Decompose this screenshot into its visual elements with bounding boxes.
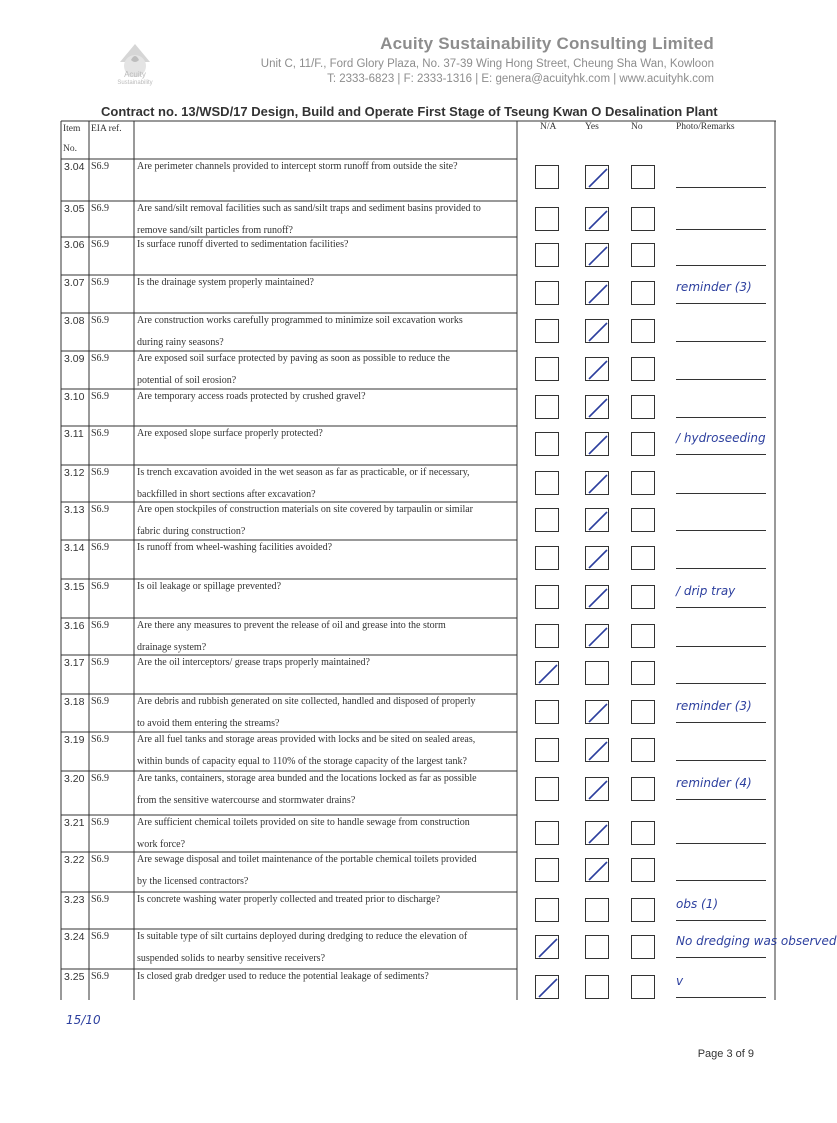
question-line-2: remove sand/silt particles from runoff?	[137, 225, 293, 236]
company-logo	[100, 30, 170, 100]
question-line-1: Are sand/silt removal facilities such as sand/silt traps and sediment basins provided to	[137, 203, 481, 214]
handwritten-remark: / hydroseeding	[676, 431, 766, 445]
header-no-col: No	[631, 122, 643, 132]
checkbox-na[interactable]	[535, 508, 559, 532]
item-number: 3.06	[64, 239, 85, 251]
eia-reference: S6.9	[91, 353, 110, 364]
checkbox-na[interactable]	[535, 821, 559, 845]
item-number: 3.12	[64, 467, 85, 479]
eia-reference: S6.9	[91, 277, 110, 288]
question-line-2: drainage system?	[137, 642, 207, 653]
item-number: 3.24	[64, 931, 85, 943]
item-number: 3.15	[64, 581, 85, 593]
question-line-2: suspended solids to nearby sensitive receivers?	[137, 953, 326, 964]
checkbox-na[interactable]	[535, 357, 559, 381]
checkbox-yes[interactable]	[585, 858, 609, 882]
eia-reference: S6.9	[91, 581, 110, 592]
question-line-1: Are construction works carefully programmed to minimize soil excavation works	[137, 315, 463, 326]
question-line-1: Is suitable type of silt curtains deployed during dredging to reduce the elevation of	[137, 931, 468, 942]
remark-underline	[676, 607, 766, 608]
question-line-1: Is the drainage system properly maintained?	[137, 277, 314, 288]
checkbox-no[interactable]	[631, 585, 655, 609]
remark-underline	[676, 530, 766, 531]
item-number: 3.22	[64, 854, 85, 866]
remark-underline	[676, 417, 766, 418]
checkbox-no[interactable]	[631, 508, 655, 532]
remark-underline	[676, 997, 766, 998]
question-line-1: Are debris and rubbish generated on site collected, handled and disposed of properly	[137, 696, 476, 707]
remark-underline	[676, 843, 766, 844]
handwritten-remark: No dredging was observed	[676, 934, 837, 948]
page-number: Page 3 of 9	[697, 1048, 754, 1060]
question-line-1: Is surface runoff diverted to sedimentation facilities?	[137, 239, 349, 250]
eia-reference: S6.9	[91, 467, 110, 478]
checkbox-yes[interactable]	[585, 661, 609, 685]
item-number: 3.16	[64, 620, 85, 632]
handwritten-remark: / drip tray	[676, 584, 736, 598]
item-number: 3.20	[64, 773, 85, 785]
checkbox-na[interactable]	[535, 165, 559, 189]
eia-reference: S6.9	[91, 315, 110, 326]
checkbox-yes[interactable]	[585, 935, 609, 959]
company-address: Unit C, 11/F., Ford Glory Plaza, No. 37-39 Wing Hong Street, Cheung Sha Wan, Kowloon T: 2333-6823 | F: 2333-1316 | E: genera@acuityhk.com | www.acuityhk.com	[260, 58, 714, 85]
question-line-2: to avoid them entering the streams?	[137, 718, 280, 729]
checkbox-yes[interactable]	[585, 357, 609, 381]
checkbox-yes[interactable]	[585, 319, 609, 343]
checkbox-no[interactable]	[631, 661, 655, 685]
item-number: 3.25	[64, 971, 85, 983]
checkbox-no[interactable]	[631, 935, 655, 959]
question-line-2: during rainy seasons?	[137, 337, 224, 348]
checkbox-yes[interactable]	[585, 777, 609, 801]
item-number: 3.19	[64, 734, 85, 746]
checkbox-na[interactable]	[535, 624, 559, 648]
item-number: 3.13	[64, 504, 85, 516]
checkbox-yes[interactable]	[585, 508, 609, 532]
header-no: No.	[63, 144, 77, 154]
checkbox-yes[interactable]	[585, 546, 609, 570]
question-line-2: by the licensed contractors?	[137, 876, 249, 887]
item-number: 3.17	[64, 657, 85, 669]
eia-reference: S6.9	[91, 504, 110, 515]
checkbox-na[interactable]	[535, 546, 559, 570]
remark-underline	[676, 303, 766, 304]
checkbox-no[interactable]	[631, 319, 655, 343]
checkbox-yes[interactable]	[585, 471, 609, 495]
question-line-1: Are all fuel tanks and storage areas provided with locks and be sited on sealed areas,	[137, 734, 476, 745]
item-number: 3.08	[64, 315, 85, 327]
checkbox-no[interactable]	[631, 777, 655, 801]
handwritten-footnote: 15/10	[66, 1013, 101, 1027]
checkbox-no[interactable]	[631, 898, 655, 922]
checkbox-na[interactable]	[535, 585, 559, 609]
question-line-1: Are open stockpiles of construction materials on site covered by tarpaulin or similar	[137, 504, 474, 515]
remark-underline	[676, 229, 766, 230]
item-number: 3.11	[64, 428, 84, 440]
checkbox-na[interactable]	[535, 207, 559, 231]
remark-underline	[676, 379, 766, 380]
checkbox-na[interactable]	[535, 243, 559, 267]
eia-reference: S6.9	[91, 894, 110, 905]
checkbox-no[interactable]	[631, 624, 655, 648]
checkbox-yes[interactable]	[585, 165, 609, 189]
checkbox-yes[interactable]	[585, 700, 609, 724]
remark-underline	[676, 760, 766, 761]
checkbox-no[interactable]	[631, 546, 655, 570]
remark-underline	[676, 683, 766, 684]
item-number: 3.07	[64, 277, 85, 289]
checkbox-yes[interactable]	[585, 738, 609, 762]
checkbox-yes[interactable]	[585, 281, 609, 305]
handwritten-remark: reminder (4)	[676, 776, 752, 790]
remark-underline	[676, 957, 766, 958]
checkbox-na[interactable]	[535, 432, 559, 456]
checkbox-na[interactable]	[535, 471, 559, 495]
question-line-1: Are sewage disposal and toilet maintenance of the portable chemical toilets provided	[137, 854, 477, 865]
checkbox-na[interactable]	[535, 319, 559, 343]
remark-underline	[676, 646, 766, 647]
header-eia-ref: EIA ref.	[91, 124, 122, 134]
question-line-1: Are the oil interceptors/ grease traps properly maintained?	[137, 657, 370, 668]
header-na: N/A	[540, 122, 557, 132]
question-line-1: Is concrete washing water properly collected and treated prior to discharge?	[137, 894, 441, 905]
eia-reference: S6.9	[91, 931, 110, 942]
company-name: Acuity Sustainability Consulting Limited	[380, 34, 714, 53]
question-line-2: from the sensitive watercourse and stormwater drains?	[137, 795, 356, 806]
eia-reference: S6.9	[91, 696, 110, 707]
remark-underline	[676, 454, 766, 455]
question-line-1: Is oil leakage or spillage prevented?	[137, 581, 282, 592]
checkbox-no[interactable]	[631, 243, 655, 267]
checkbox-yes[interactable]	[585, 624, 609, 648]
handwritten-remark: reminder (3)	[676, 280, 752, 294]
checkbox-na[interactable]	[535, 858, 559, 882]
remark-underline	[676, 722, 766, 723]
question-line-2: within bunds of capacity equal to 110% of the storage capacity of the largest tank?	[137, 756, 467, 767]
checkbox-na[interactable]	[535, 777, 559, 801]
checkbox-yes[interactable]	[585, 243, 609, 267]
checkbox-yes[interactable]	[585, 821, 609, 845]
checkbox-yes[interactable]	[585, 207, 609, 231]
eia-reference: S6.9	[91, 971, 110, 982]
eia-reference: S6.9	[91, 854, 110, 865]
checkbox-no[interactable]	[631, 858, 655, 882]
question-line-2: potential of soil erosion?	[137, 375, 237, 386]
remark-underline	[676, 493, 766, 494]
eia-reference: S6.9	[91, 161, 110, 172]
question-line-1: Are temporary access roads protected by crushed gravel?	[137, 391, 366, 402]
checkbox-no[interactable]	[631, 432, 655, 456]
eia-reference: S6.9	[91, 773, 110, 784]
eia-reference: S6.9	[91, 542, 110, 553]
item-number: 3.09	[64, 353, 85, 365]
remark-underline	[676, 265, 766, 266]
checkbox-yes[interactable]	[585, 975, 609, 999]
checkbox-na[interactable]	[535, 738, 559, 762]
question-line-1: Is closed grab dredger used to reduce the potential leakage of sediments?	[137, 971, 429, 982]
checkbox-yes[interactable]	[585, 585, 609, 609]
question-line-1: Are perimeter channels provided to intercept storm runoff from outside the site?	[137, 161, 458, 172]
header-item: Item	[63, 124, 81, 134]
item-number: 3.23	[64, 894, 85, 906]
question-line-2: backfilled in short sections after excavation?	[137, 489, 316, 500]
handwritten-remark: obs (1)	[676, 897, 719, 911]
checkbox-no[interactable]	[631, 281, 655, 305]
checkbox-yes[interactable]	[585, 395, 609, 419]
header-photo-remarks: Photo/Remarks	[676, 122, 735, 132]
checkbox-na[interactable]	[535, 395, 559, 419]
eia-reference: S6.9	[91, 239, 110, 250]
checkbox-no[interactable]	[631, 357, 655, 381]
item-number: 3.21	[64, 817, 85, 829]
item-number: 3.05	[64, 203, 85, 215]
remark-underline	[676, 568, 766, 569]
remark-underline	[676, 920, 766, 921]
header-yes: Yes	[585, 122, 599, 132]
checkbox-na[interactable]	[535, 975, 559, 999]
checkbox-no[interactable]	[631, 975, 655, 999]
remark-underline	[676, 799, 766, 800]
checkbox-na[interactable]	[535, 281, 559, 305]
checkbox-na[interactable]	[535, 700, 559, 724]
question-line-1: Are tanks, containers, storage area bunded and the locations locked as far as possible	[137, 773, 477, 784]
question-line-1: Are there any measures to prevent the release of oil and grease into the storm	[137, 620, 446, 631]
handwritten-remark: reminder (3)	[676, 699, 752, 713]
remark-underline	[676, 341, 766, 342]
checkbox-na[interactable]	[535, 661, 559, 685]
eia-reference: S6.9	[91, 620, 110, 631]
remark-underline	[676, 187, 766, 188]
eia-reference: S6.9	[91, 817, 110, 828]
checkbox-no[interactable]	[631, 165, 655, 189]
contract-title: Contract no. 13/WSD/17 Design, Build and Operate First Stage of Tseung Kwan O Desalination Plant	[101, 104, 718, 119]
eia-reference: S6.9	[91, 391, 110, 402]
eia-reference: S6.9	[91, 657, 110, 668]
question-line-1: Are exposed soil surface protected by paving as soon as possible to reduce the	[137, 353, 450, 364]
question-line-1: Is runoff from wheel-washing facilities avoided?	[137, 542, 333, 553]
remark-underline	[676, 880, 766, 881]
checkbox-yes[interactable]	[585, 898, 609, 922]
checkbox-no[interactable]	[631, 738, 655, 762]
eia-reference: S6.9	[91, 203, 110, 214]
checkbox-no[interactable]	[631, 395, 655, 419]
question-line-1: Are exposed slope surface properly protected?	[137, 428, 323, 439]
item-number: 3.14	[64, 542, 85, 554]
checkbox-no[interactable]	[631, 700, 655, 724]
question-line-2: work force?	[137, 839, 186, 850]
checkbox-no[interactable]	[631, 471, 655, 495]
eia-reference: S6.9	[91, 428, 110, 439]
item-number: 3.10	[64, 391, 85, 403]
checkbox-na[interactable]	[535, 898, 559, 922]
logo-text: Acuity Sustainability	[117, 70, 153, 86]
eia-reference: S6.9	[91, 734, 110, 745]
handwritten-remark: v	[676, 974, 684, 988]
question-line-2: fabric during construction?	[137, 526, 246, 537]
checkbox-no[interactable]	[631, 821, 655, 845]
checkbox-yes[interactable]	[585, 432, 609, 456]
item-number: 3.04	[64, 161, 85, 173]
item-number: 3.18	[64, 696, 85, 708]
question-line-1: Is trench excavation avoided in the wet season as far as practicable, or if necessary,	[137, 467, 470, 478]
checkbox-no[interactable]	[631, 207, 655, 231]
question-line-1: Are sufficient chemical toilets provided on site to handle sewage from construction	[137, 817, 470, 828]
checkbox-na[interactable]	[535, 935, 559, 959]
